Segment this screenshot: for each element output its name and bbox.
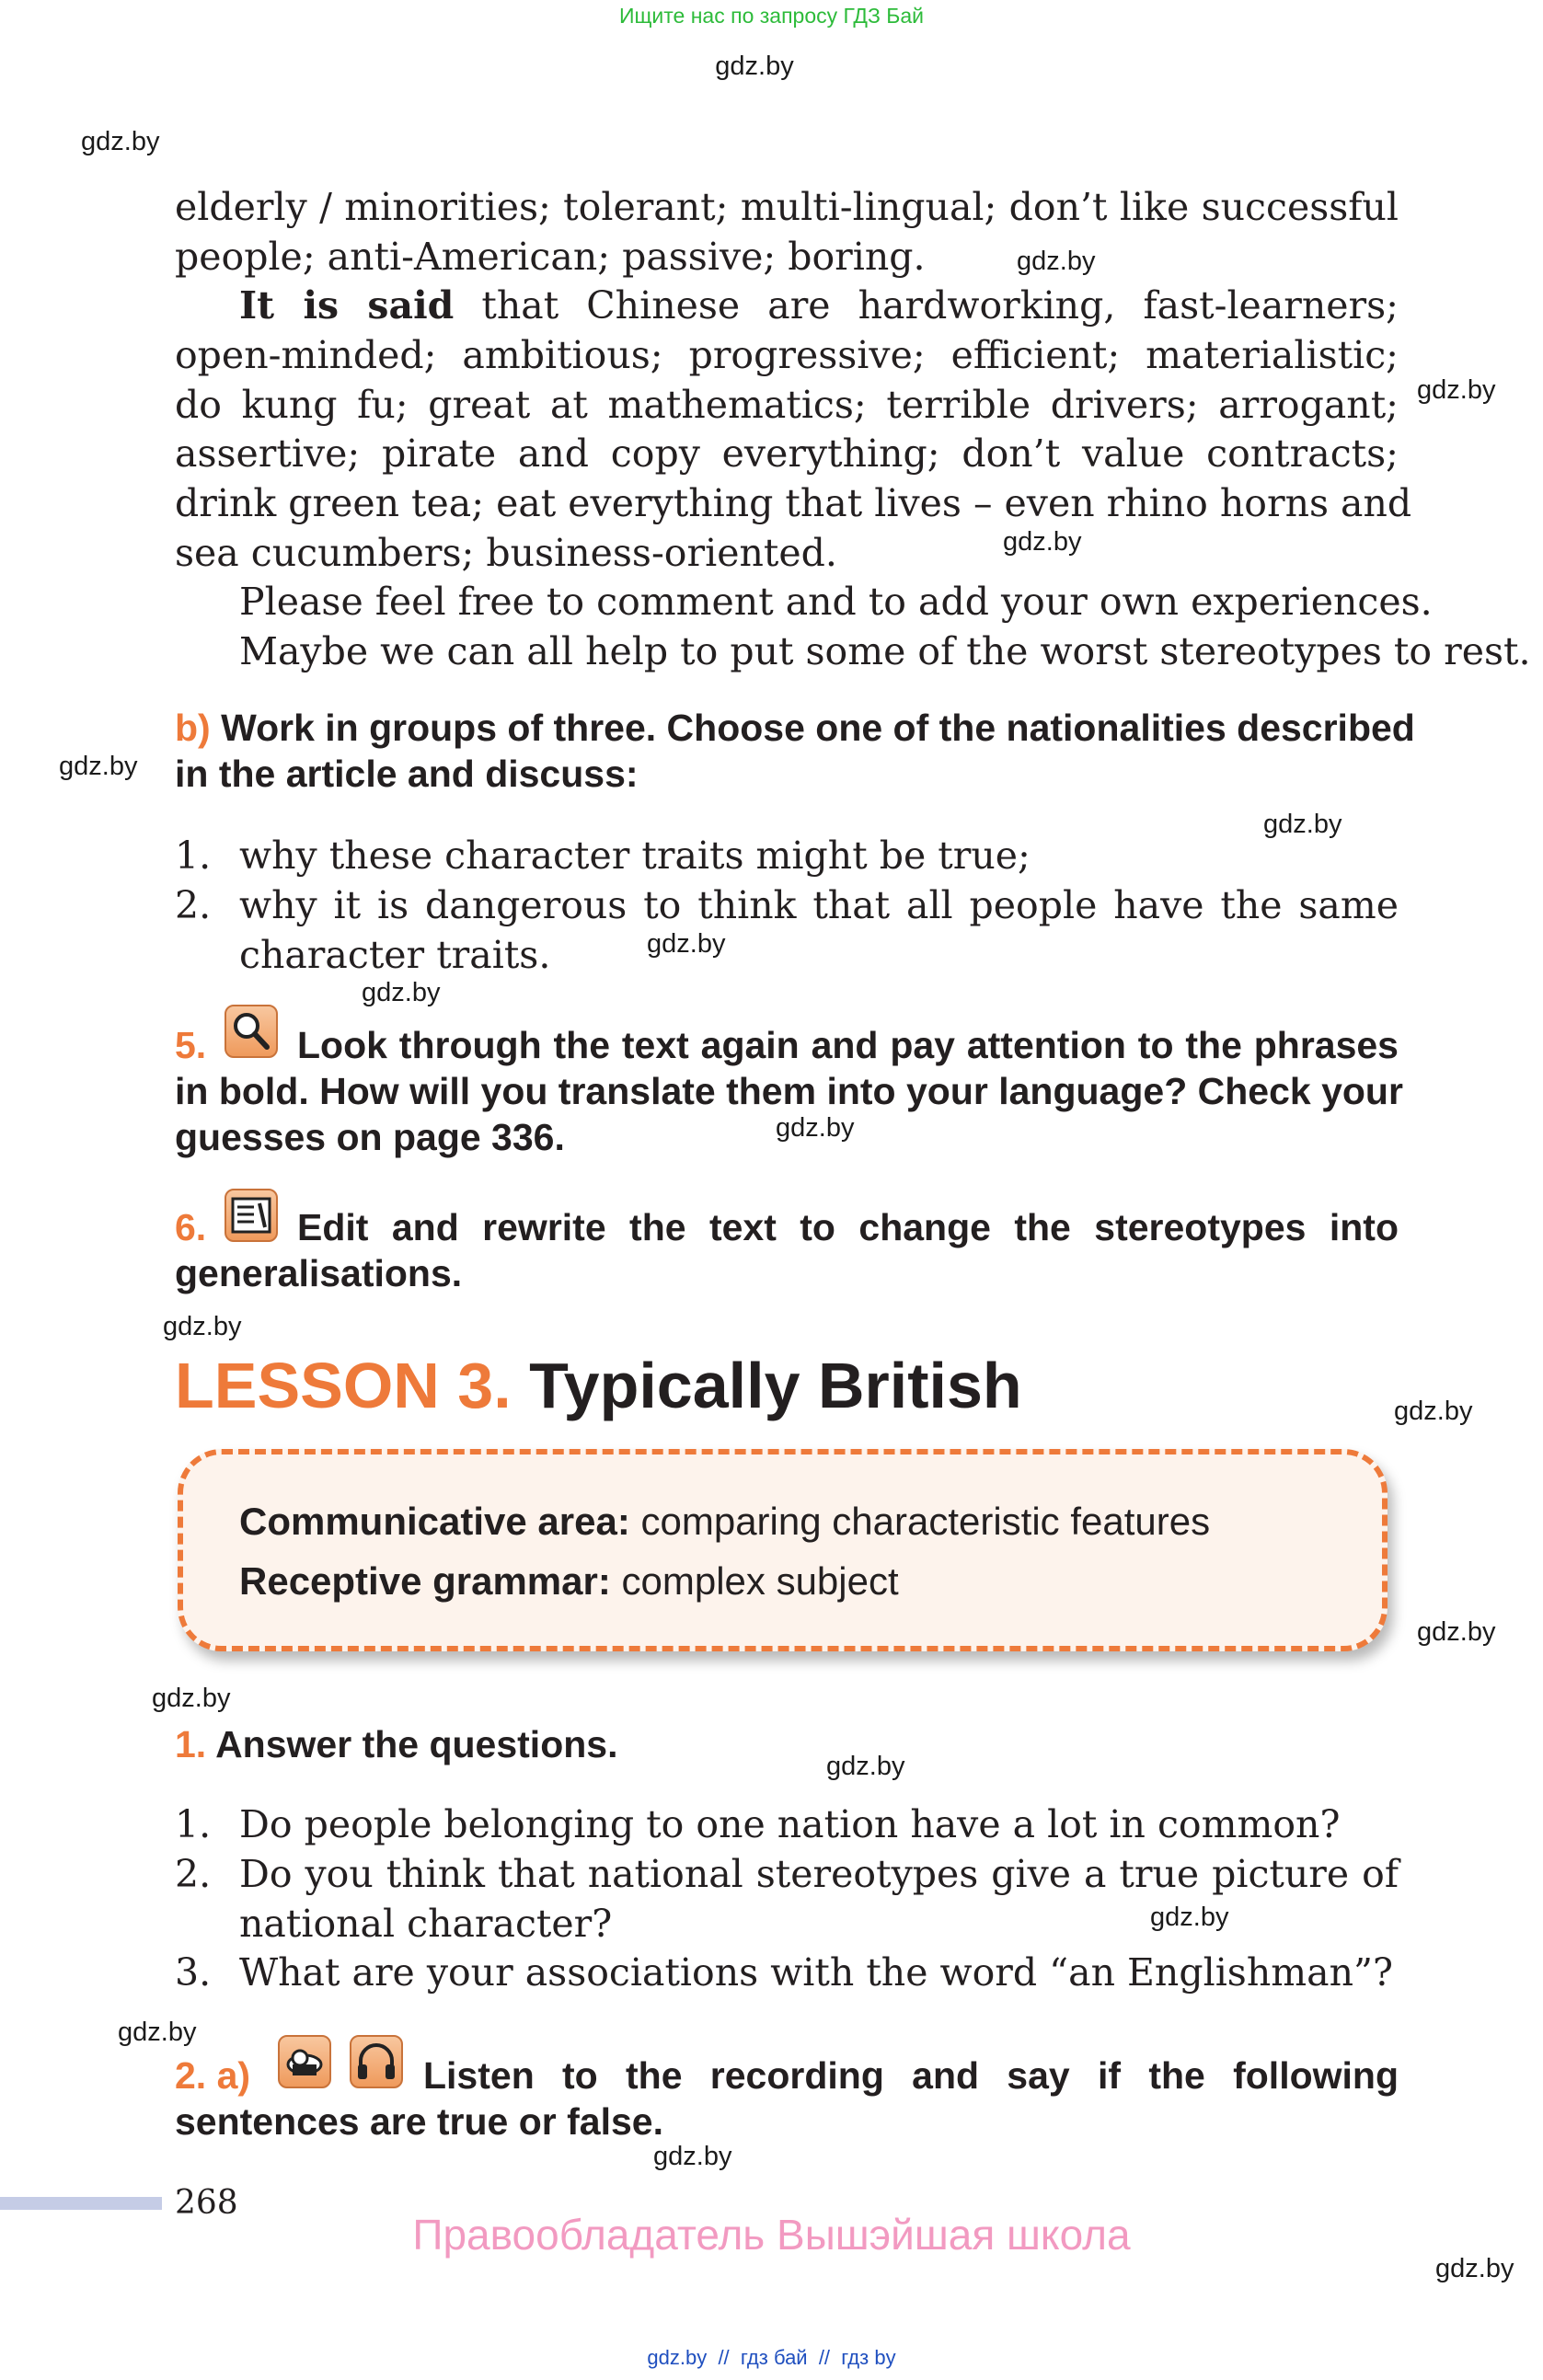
list-number: 3. [175,1950,212,1995]
task-6-line: generalisations. [175,1252,463,1294]
list-number: 1. [175,1802,212,1846]
task-5-line: in bold. How will you translate them into your language? Check your [175,1070,1403,1112]
chinese-para-line: open-minded; ambitious; progressive; efficient; materialistic; [175,333,1399,377]
task-2-number: 2. a) [175,2054,251,2097]
chinese-para-line: sea cucumbers; business-oriented. [175,531,837,575]
task-b-line: in the article and discuss: [175,753,639,795]
cloud-download-icon [278,2035,331,2088]
list-item-cont: character traits. [239,933,551,977]
closing-line: Please feel free to comment and to add your own experiences. [239,580,1433,624]
task-1-title: Answer the questions. [215,1723,618,1765]
receptive-grammar-label: Receptive grammar: [239,1559,611,1603]
list-number: 2. [175,1852,212,1896]
task-b-line [175,707,1415,750]
watermark: gdz.by [1017,247,1096,276]
task-b-label: b) [175,707,211,749]
lesson-title: Typically British [529,1350,1022,1421]
lesson-label: LESSON 3. [175,1350,512,1421]
watermark: gdz.by [1435,2254,1514,2283]
watermark: gdz.by [1263,810,1342,839]
list-number: 2. [175,883,212,927]
task-6-number: 6. [175,1206,207,1248]
chinese-para-first-line [239,281,1399,330]
task-6-line: Edit and rewrite the text to change the stereotypes into [297,1206,1399,1248]
watermark: gdz.by [81,127,160,156]
bold-phrase: It is said [239,283,455,328]
watermark: gdz.by [653,2142,732,2171]
list-number: 1. [175,834,212,878]
page-bar [0,2197,162,2210]
watermark: gdz.by [1003,527,1082,557]
list-item: What are your associations with the word “an Englishman”? [239,1950,1393,1995]
page-number: 268 [175,2184,238,2222]
copyright-note: Правообладатель Вышэйшая школа [412,2211,1131,2259]
task-5-line: Look through the text again and pay attention to the phrases [297,1024,1399,1066]
list-item: why these character traits might be true; [239,834,1031,878]
task-2-line: Listen to the recording and say if the following [423,2054,1399,2097]
task-5-number: 5. [175,1024,207,1066]
watermark: gdz.by [1394,1397,1473,1426]
task-1-number: 1. [175,1723,207,1765]
magnifier-icon [225,1005,278,1058]
site-header: gdz.by [715,52,794,81]
watermark: gdz.by [362,978,441,1007]
task-5-line: guesses on page 336. [175,1116,565,1158]
chinese-para-line: assertive; pirate and copy everything; don’t value contracts; [175,431,1399,476]
receptive-grammar [239,1559,899,1604]
chinese-para-line: drink green tea; eat everything that lives – even rhino horns and [175,481,1412,525]
task-b-text: Work in groups of three. Choose one of the nationalities described [221,707,1415,749]
watermark: gdz.by [152,1684,231,1713]
watermark: gdz.by [163,1312,242,1341]
intro-line: people; anti-American; passive; boring. [175,235,926,279]
lesson-goals-box [178,1449,1388,1651]
list-item: why it is dangerous to think that all people have the same [239,883,1399,927]
chinese-para-text: that Chinese are hardworking, fast-learners; [454,283,1399,328]
task-1-heading [175,1723,618,1766]
headphones-icon [350,2035,403,2088]
search-note: Ищите нас по запросу ГДЗ Бай [618,4,925,28]
list-item-cont: national character? [239,1902,613,1946]
communicative-area-value: comparing characteristic features [629,1500,1211,1543]
intro-line: elderly / minorities; tolerant; multi-lingual; don’t like successful [175,185,1399,229]
closing-line: Maybe we can all help to put some of the worst stereotypes to rest. [239,629,1531,673]
watermark: gdz.by [1417,375,1496,405]
footer-links[interactable]: gdz.by // гдз бай // гдз by [647,2346,896,2369]
watermark: gdz.by [776,1113,855,1143]
watermark: gdz.by [647,929,726,959]
watermark: gdz.by [1150,1903,1229,1932]
list-item: Do people belonging to one nation have a lot in common? [239,1802,1341,1846]
chinese-para-line: do kung fu; great at mathematics; terrible drivers; arrogant; [175,383,1399,427]
communicative-area [239,1500,1210,1544]
edit-text-icon [225,1189,278,1242]
list-item: Do you think that national stereotypes give a true picture of [239,1852,1399,1896]
task-2-line: sentences are true or false. [175,2100,663,2143]
watermark: gdz.by [1417,1617,1496,1647]
lesson-heading [175,1349,1022,1422]
receptive-grammar-value: complex subject [610,1559,899,1603]
watermark: gdz.by [826,1752,905,1781]
watermark: gdz.by [59,752,138,781]
communicative-area-label: Communicative area: [239,1500,630,1543]
watermark: gdz.by [118,2018,197,2047]
